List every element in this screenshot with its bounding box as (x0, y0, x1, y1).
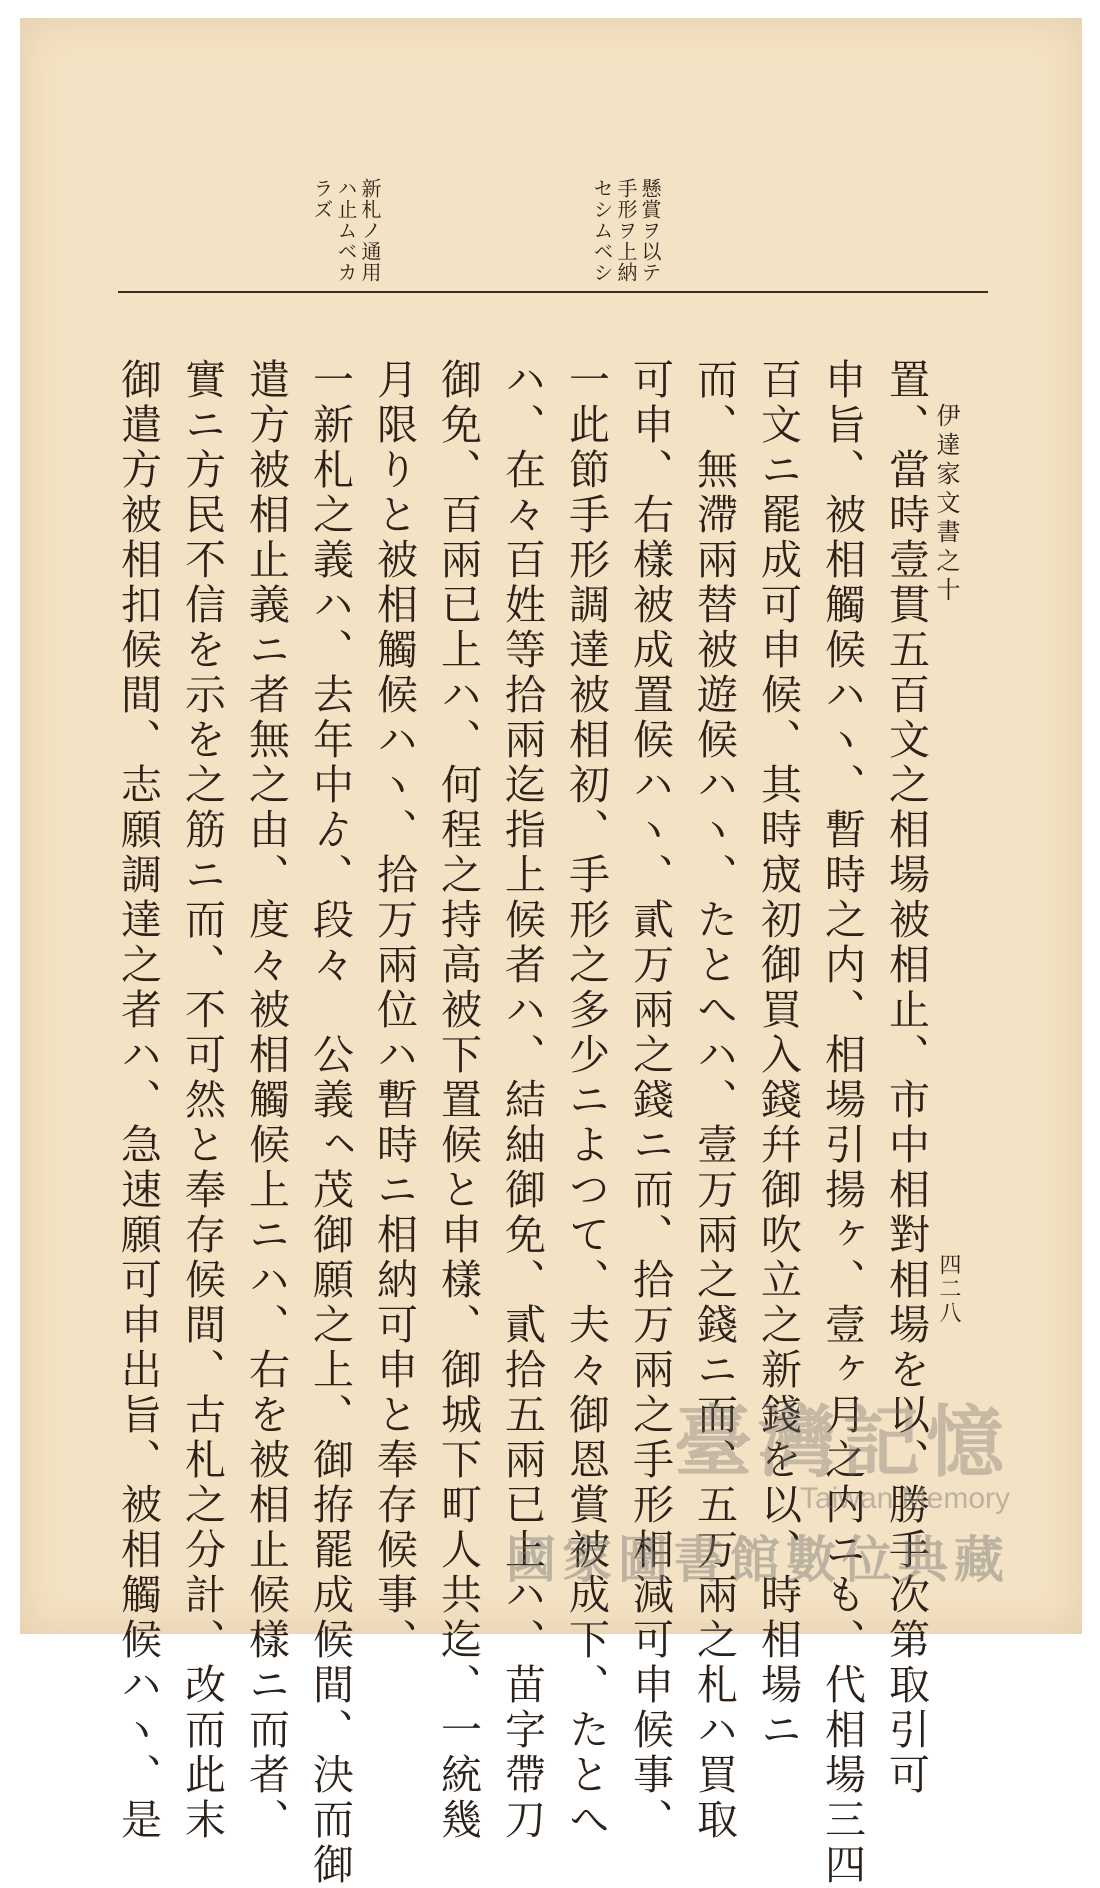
watermark-logo: 臺灣記憶 (673, 1397, 1010, 1488)
margin-note-new-notes: 新札ノ通用ハ止ムベカラズ (310, 178, 382, 283)
watermark-english: Taiwan Memory (799, 1482, 1010, 1515)
header-rule (118, 291, 988, 293)
text-column-6: 一此節手形調達被相初、手形之多少ニよつて、夫々御恩賞被成下、たとへ (562, 358, 610, 1843)
text-column-12: 實ニ方民不信を示を之筋ニ而、不可然と奉存候間、古札之分計、改而此末 (178, 358, 226, 1843)
watermark-chinese: 國家圖書館數位典藏 (506, 1530, 1010, 1589)
margin-note-reward: 懸賞ヲ以テ手形ヲ上納セシムベシ (590, 178, 662, 283)
text-column-11: 遣方被相止義ニ者無之由、度々被相觸候上ニハ、右を被相止候樣ニ而者、 (242, 358, 290, 1843)
text-column-2: 申旨、被相觸候ハヽ、暫時之内、相場引揚ヶ、壹ヶ月之内ニも、代相場三四 (818, 358, 866, 1888)
text-column-1: 置、當時壹貫五百文之相場被相止、市中相對相場を以、勝手次第取引可 (882, 358, 930, 1798)
page-number: 四二八 (936, 1253, 961, 1325)
library-watermark (506, 1380, 1010, 1592)
text-column-8: 御免、百兩已上ハ、何程之持高被下置候と申樣、御城下町人共迄、一統幾 (434, 358, 482, 1843)
text-column-10: 一新札之義ハ、去年中ゟ、段々 公義ㇸ茂御願之上、御拵罷成候間、決而御 (306, 358, 354, 1888)
text-column-9: 月限りと被相觸候ハヽ、拾万兩位ハ暫時ニ相納可申と奉存候事、 (370, 358, 418, 1663)
text-column-5: 可申、右樣被成置候ハヽ、貳万兩之錢ニ而、拾万兩之手形相減可申候事、 (626, 358, 674, 1843)
text-column-7: ハ、在々百姓等拾兩迄指上候者ハ、結紬御免、貳拾五兩已上ハ、苗字帶刀 (498, 358, 546, 1843)
running-header-title: 伊達家文書之十 (932, 403, 960, 606)
text-column-3: 百文ニ罷成可申候、其時宬初御買入錢幷御吹立之新錢を以、時相場ニ (754, 358, 802, 1753)
text-column-13: 御遣方被相扣候間、志願調達之者ハ、急速願可申出旨、被相觸候ハヽ、是 (114, 358, 162, 1843)
text-column-4: 而、無滯兩替被遊候ハヽ、たとへハ、壹万兩之錢ニ而、五万兩之札ハ買取 (690, 358, 738, 1843)
